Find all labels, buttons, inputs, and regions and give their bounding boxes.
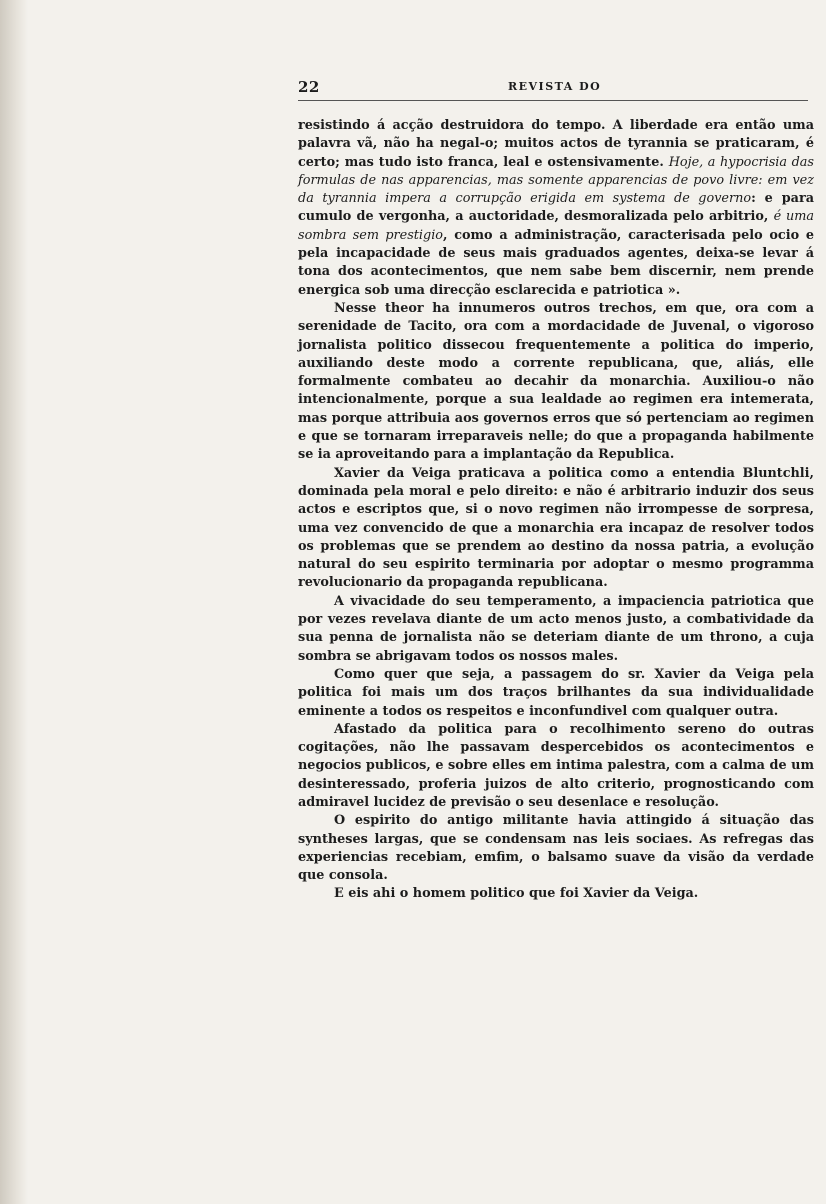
paragraph <box>298 593 814 666</box>
text-run: Como quer que seja, a passagem do sr. Xavier da Veiga pela politica foi mais um dos traços brilhantes da sua individualidade eminente a todos os respeitos e inconfundivel com qualquer outra. <box>298 666 814 719</box>
binding-shadow <box>0 0 28 1204</box>
header-rule <box>298 100 808 101</box>
paragraph <box>298 300 814 465</box>
paragraph <box>298 885 814 903</box>
text-run: Xavier da Veiga praticava a politica como a entendia Bluntchli, dominada pela moral e pelo direito: e não é arbitrario induzir dos seus actos e escriptos que, si o novo regimen não irrompesse de sorpresa, uma vez convencido de que a monarchia era incapaz de resolver todos os problemas que se prendem ao destino da nossa patria, a evolução natural do seu espirito terminaria por adoptar o mesmo programma revolucionario da propaganda republicana. <box>298 465 814 591</box>
text-run: Afastado da politica para o recolhimento sereno do outras cogitações, não lhe passavam despercebidos os acontecimentos e negocios publicos, e sobre elles em intima palestra, com a calma de um desinteressado, proferia juizos de alto criterio, prognosticando com admiravel lucidez de previsão o seu desenlace e resolução. <box>298 721 814 810</box>
paragraph <box>298 812 814 885</box>
paragraph <box>298 666 814 721</box>
page-header <box>298 78 808 100</box>
text-run: Nesse theor ha innumeros outros trechos, em que, ora com a serenidade de Tacito, ora com a mordacidade de Juvenal, o vigoroso jornalista politico dissecou frequentemente a politica do imperio, auxiliando deste modo a corrente republicana, que, aliás, elle formalmente combateu ao decahir da monarchia. Auxiliou-o não intencionalmente, porque a sua lealdade ao regimen era intemerata, mas porque attribuia aos governos erros que só pertenciam ao regimen e que se tornaram irreparaveis nelle; do que a propaganda habilmente se ia aproveitando para a implantação da Republica. <box>298 300 814 463</box>
italic-text: Hoje, a hypocrisia das formulas de nas apparencias, mas somente apparencias de povo livre: em vez da tyrannia impera a corrupção erigida em systema de governo <box>298 154 814 207</box>
paragraph <box>298 117 814 300</box>
italic-text: é uma sombra sem prestigio <box>298 209 815 243</box>
text-run: O espirito do antigo militante havia attingido á situação das syntheses largas, que se condensam nas leis sociaes. As refregas das experiencias recebiam, emfim, o balsamo suave da visão da verdade que consola. <box>298 813 814 884</box>
page-number: 22 <box>298 78 320 96</box>
running-title: REVISTA DO <box>508 80 602 93</box>
paragraph <box>298 465 814 593</box>
text-run: resistindo á acção destruidora do tempo. A liberdade era então uma palavra vã, não ha negal-o; muitos actos de tyrannia se praticaram, é certo; mas tudo isto franca, leal e ostensivamente. <box>298 118 814 170</box>
text-run: E eis ahi o homem politico que foi Xavier da Veiga. <box>334 886 699 902</box>
text-run: : e para cumulo de vergonha, a auctoridade, desmoralizada pelo arbitrio, <box>298 191 814 225</box>
body-text <box>298 117 814 904</box>
text-run: , como a administração, caracterisada pelo ocio e pela incapacidade de seus mais graduados agentes, deixa-se levar á tona dos acontecimentos, que nem sabe bem discernir, nem prende energica sob uma direcção esclarecida e patriotica ». <box>298 227 814 298</box>
text-run: A vivacidade do seu temperamento, a impaciencia patriotica que por vezes revelava diante de um acto menos justo, a combatividade da sua penna de jornalista não se deteriam diante de um throno, a cuja sombra se abrigavam todos os nossos males. <box>298 593 814 664</box>
paragraph <box>298 721 814 812</box>
